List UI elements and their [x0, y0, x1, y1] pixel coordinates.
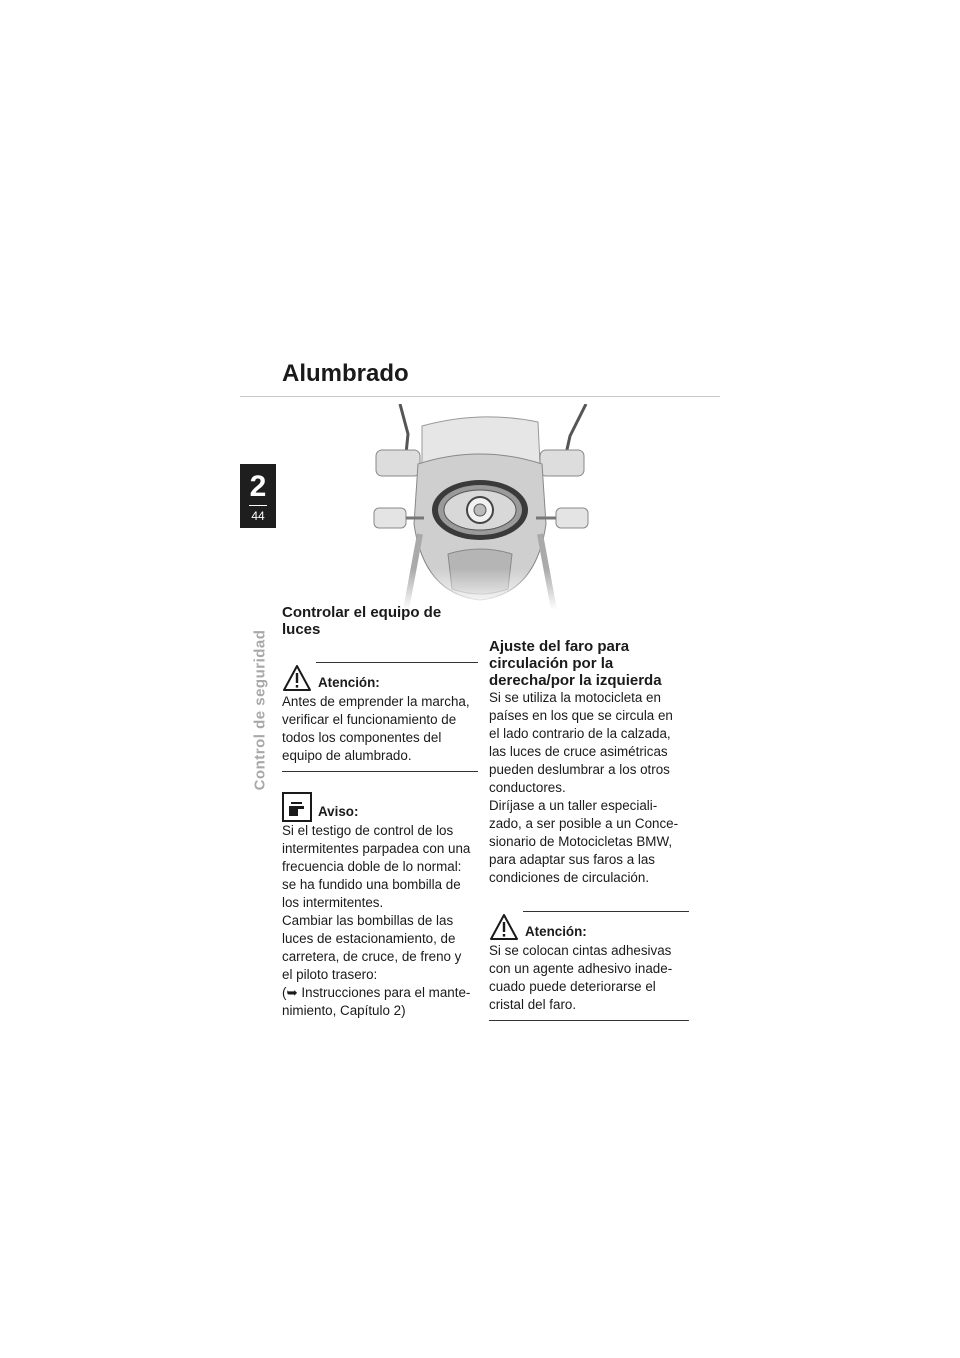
warning-box [282, 662, 478, 772]
warning-right-rule-top [523, 911, 689, 912]
section-heading-light-check: Controlar el equipo de luces [282, 604, 442, 638]
chapter-divider [249, 505, 267, 506]
left-column [282, 604, 478, 1020]
warning-triangle-icon [489, 912, 519, 942]
warning-right-label: Atención: [525, 924, 587, 939]
warning-rule-bottom [282, 771, 478, 772]
warning-text: Antes de emprender la marcha, verificar el funcionamiento de todos los componentes del equipo de alumbrado. [282, 694, 470, 763]
motorcycle-headlight-illustration [360, 404, 600, 610]
notice-label: Aviso: [318, 804, 359, 819]
warning-label: Atención: [318, 675, 380, 690]
section-heading-headlight-adjust: Ajuste del faro para circulación por la derecha/por la izquierda [489, 638, 662, 689]
warning-box-right [489, 911, 689, 1021]
warning-right-rule-bottom [489, 1020, 689, 1021]
section-label: Control de seguridad [251, 629, 269, 791]
title-divider [240, 396, 720, 397]
headlight-adjust-text: Si se utiliza la motocicleta en países en los que se circula en el lado contrario de la calzada, las luces de cruce asimétricas pueden deslumbrar a los otros conductores. Diríjase a un taller especiali- zado, a ser posible a un Conce- sionario de Motocicletas BMW, para adaptar sus faros a las condiciones de circulación. [489, 690, 679, 885]
notice-box [282, 794, 478, 1020]
warning-rule-top [316, 662, 478, 663]
warning-triangle-icon [282, 663, 312, 693]
right-column [489, 638, 689, 1021]
chapter-number: 2 [249, 470, 267, 503]
page-number: 44 [251, 509, 265, 523]
notice-text: Si el testigo de control de los intermitentes parpadea con una frecuencia doble de lo normal: se ha fundido una bombilla de los intermitentes. Cambiar las bombillas de las luces de estacionamiento, de carretera, de cruce, de freno y el piloto trasero: (➥ Instrucciones para el mante- nimiento, Capítulo 2) [282, 823, 471, 1018]
notice-header [282, 794, 478, 822]
warning-right-text: Si se colocan cintas adhesivas con un agente adhesivo inade- cuado puede deteriorarse el cristal del faro. [489, 943, 673, 1012]
warning-header [282, 665, 478, 693]
warning-right-header [489, 914, 689, 942]
page-title: Alumbrado [282, 360, 409, 387]
notice-hand-icon [282, 792, 312, 822]
